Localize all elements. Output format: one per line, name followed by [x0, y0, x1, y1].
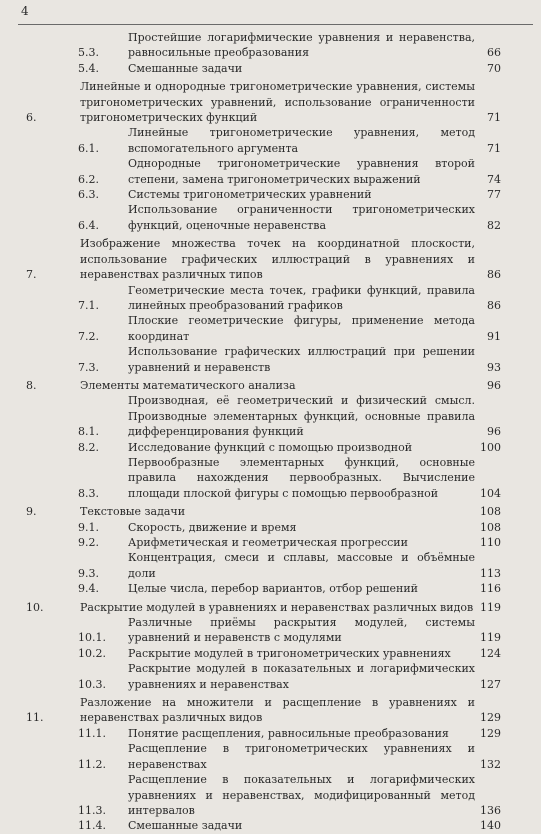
toc-entry-title-text: Целые числа, перебор вариантов, отбор решений [128, 582, 419, 596]
toc-entry [24, 125, 501, 156]
toc-entry [24, 313, 501, 344]
toc-entry-title [128, 202, 475, 233]
toc-entry-title [128, 772, 475, 818]
header-rule [18, 24, 533, 25]
toc-entry-title-text: Геометрические места точек, графики функций, правила линейных преобразований графиков [128, 283, 475, 312]
toc-entry-number: 6.4. [78, 218, 99, 232]
toc-entry-number: 7. [26, 268, 37, 282]
toc-entry-title [128, 125, 475, 156]
toc-entry-number: 8.2. [78, 440, 99, 454]
toc-entry-number: 6.3. [78, 188, 99, 202]
toc-entry-number: 5.3. [78, 46, 99, 60]
toc-entry [24, 772, 501, 818]
toc-entry-title-text: Понятие расщепления, равносильные преобразования [128, 726, 449, 740]
toc-entry-title [128, 393, 475, 439]
toc-entry [24, 236, 501, 282]
toc-entry-page: 77 [487, 188, 501, 202]
toc-entry [24, 695, 501, 726]
toc-entry-number: 10.3. [78, 677, 106, 691]
toc-entry-title [128, 818, 475, 833]
toc-entry-page: 127 [480, 677, 501, 691]
toc-entry-page: 93 [487, 360, 501, 374]
toc-entry-title-text: Смешанные задачи [128, 819, 243, 833]
toc-entry-title-text: Арифметическая и геометрическая прогрессии [128, 536, 408, 549]
toc-entry-page: 71 [487, 111, 501, 125]
toc-entry-number: 8. [26, 378, 37, 392]
toc-entry-page: 129 [480, 726, 501, 740]
toc-entry-number: 6.2. [78, 172, 99, 186]
table-of-contents [24, 30, 501, 834]
toc-entry-title-text: Расщепление в показательных и логарифмических уравнениях и неравенствах, модифицированный метод интервалов [128, 773, 475, 817]
toc-entry [24, 79, 501, 125]
toc-entry-number: 11.3. [78, 803, 106, 817]
toc-entry-title [128, 156, 475, 187]
toc-entry [24, 61, 501, 76]
toc-entry-title [128, 581, 475, 596]
toc-entry [24, 187, 501, 202]
toc-entry [24, 615, 501, 646]
toc-entry-title [128, 61, 475, 76]
toc-entry-page: 86 [487, 298, 501, 312]
toc-entry-title-text: Линейные тригонометрические уравнения, метод вспомогательного аргумента [128, 126, 475, 155]
toc-entry-number: 10.1. [78, 631, 106, 645]
toc-entry-page: 104 [480, 486, 501, 500]
toc-entry-title [128, 550, 475, 581]
toc-entry [24, 202, 501, 233]
toc-entry-title-text: Производная, её геометрический и физический смысл. Производные элементарных функций, основные правила дифференцирования функций [128, 394, 475, 439]
toc-entry-title-text: Концентрация, смеси и сплавы, массовые и объёмные доли [128, 551, 475, 580]
toc-entry-title [80, 378, 475, 393]
toc-entry [24, 440, 501, 455]
toc-entry-title-text: Исследование функций с помощью производной [128, 440, 413, 454]
toc-entry-number: 11. [26, 711, 44, 725]
toc-entry-title [128, 344, 475, 375]
toc-entry-number: 5.4. [78, 61, 99, 75]
toc-entry [24, 393, 501, 439]
toc-entry-title-text: Изображение множества точек на координатной плоскости, использование графических иллюстраций в уравнениях и неравенствах различных типов [80, 237, 475, 282]
toc-entry-title-text: Скорость, движение и время [128, 520, 297, 534]
toc-entry-title [128, 661, 475, 692]
toc-entry-page: 86 [487, 268, 501, 282]
toc-entry-page: 140 [480, 819, 501, 833]
toc-entry-page: 71 [487, 141, 501, 155]
toc-entry-page: 124 [480, 646, 501, 660]
toc-entry-number: 11.2. [78, 757, 106, 771]
toc-entry-page: 136 [480, 803, 501, 817]
toc-entry-number: 10.2. [78, 646, 106, 660]
toc-entry-title-text: Использование ограниченности тригонометрических функций, оценочные неравенства [128, 203, 475, 232]
toc-entry-page: 108 [480, 520, 501, 534]
toc-entry [24, 344, 501, 375]
toc-entry [24, 661, 501, 692]
toc-entry-title-text: Однородные тригонометрические уравнения второй степени, замена тригонометрических выражений [128, 157, 475, 186]
toc-entry-page: 116 [480, 582, 501, 596]
toc-entry-page: 100 [480, 440, 501, 454]
toc-entry-title [80, 504, 475, 519]
toc-entry-title-text: Использование графических иллюстраций при решении уравнений и неравенств [128, 345, 475, 374]
toc-entry [24, 156, 501, 187]
toc-entry-title [128, 313, 475, 344]
toc-entry-number: 8.3. [78, 486, 99, 500]
toc-entry [24, 726, 501, 741]
toc-entry-number: 9.2. [78, 536, 99, 549]
toc-entry-title-text: Смешанные задачи [128, 61, 243, 75]
toc-entry-title [128, 741, 475, 772]
toc-entry-number: 8.1. [78, 425, 99, 439]
toc-entry-title-text: Первообразные элементарных функций, основные правила нахождения первообразных. Вычисление площади плоской фигуры с помощью первообразной [128, 455, 475, 500]
toc-entry-title-text: Текстовые задачи [80, 505, 186, 519]
toc-entry-title-text: Линейные и однородные тригонометрические уравнения, системы тригонометрических уравнений, использование ограниченности тригонометрических функций [80, 80, 475, 125]
toc-entry-page: 113 [480, 566, 501, 580]
toc-entry [24, 455, 501, 501]
toc-entry-title-text: Различные приёмы раскрытия модулей, системы уравнений и неравенств с модулями [128, 616, 475, 645]
toc-entry-number: 10. [26, 600, 44, 614]
toc-entry-title [128, 440, 475, 455]
toc-entry-number: 9.1. [78, 520, 99, 534]
toc-entry-title [128, 726, 475, 741]
toc-entry-page: 74 [487, 172, 501, 186]
toc-entry-title-text: Раскрытие модулей в уравнениях и неравенствах различных видов [80, 600, 474, 614]
toc-entry-page: 119 [480, 631, 501, 645]
toc-entry-number: 7.1. [78, 298, 99, 312]
toc-entry-number: 7.2. [78, 329, 99, 343]
toc-entry [24, 378, 501, 393]
toc-entry-number: 9.3. [78, 566, 99, 580]
toc-entry [24, 30, 501, 61]
toc-entry-title-text: Раскрытие модулей в тригонометрических уравнениях [128, 646, 451, 660]
toc-entry-page: 119 [480, 600, 501, 614]
toc-entry-title-text: Элементы математического анализа [80, 378, 296, 392]
toc-entry-page: 96 [487, 425, 501, 439]
toc-entry-page: 66 [487, 46, 501, 60]
toc-entry-number: 6.1. [78, 141, 99, 155]
toc-entry-page: 110 [480, 536, 501, 549]
toc-entry-title [128, 455, 475, 501]
toc-entry [24, 581, 501, 596]
toc-entry-page: 70 [487, 61, 501, 75]
toc-entry-title-text: Простейшие логарифмические уравнения и неравенства, равносильные преобразования [128, 31, 475, 60]
toc-entry-number: 9.4. [78, 582, 99, 596]
toc-entry-title-text: Разложение на множители и расщепление в уравнениях и неравенствах различных видов [80, 696, 475, 725]
toc-entry-page: 132 [480, 757, 501, 771]
toc-entry [24, 646, 501, 661]
toc-entry [24, 550, 501, 581]
toc-entry-page: 82 [487, 218, 501, 232]
toc-entry-title [128, 646, 475, 661]
toc-entry-page: 91 [487, 329, 501, 343]
page-number: 4 [21, 4, 29, 18]
toc-entry-page: 96 [487, 378, 501, 392]
toc-entry-title [80, 79, 475, 125]
toc-entry-number: 11.1. [78, 726, 106, 740]
toc-entry-title [128, 30, 475, 61]
toc-entry-title-text: Системы тригонометрических уравнений [128, 188, 372, 202]
toc-entry [24, 283, 501, 314]
toc-entry-number: 7.3. [78, 360, 99, 374]
toc-entry-title [128, 520, 475, 535]
toc-entry-title-text: Расщепление в тригонометрических уравнениях и неравенствах [128, 742, 475, 771]
toc-entry [24, 600, 501, 615]
toc-entry-page: 129 [480, 711, 501, 725]
toc-entry-number: 6. [26, 111, 37, 125]
toc-entry [24, 520, 501, 535]
toc-entry-title-text: Раскрытие модулей в показательных и логарифмических уравнениях и неравенствах [128, 662, 475, 691]
toc-entry [24, 535, 501, 550]
toc-entry-title-text: Плоские геометрические фигуры, применение метода координат [128, 314, 475, 343]
toc-entry-title [80, 236, 475, 282]
toc-entry-title [128, 615, 475, 646]
toc-entry [24, 818, 501, 833]
toc-entry-title [128, 283, 475, 314]
toc-entry-title [80, 600, 475, 615]
toc-entry-number: 9. [26, 505, 37, 519]
toc-entry [24, 504, 501, 519]
toc-entry [24, 741, 501, 772]
toc-entry-page: 108 [480, 505, 501, 519]
toc-entry-title [128, 187, 475, 202]
toc-entry-title [128, 535, 475, 550]
toc-entry-title [80, 695, 475, 726]
toc-entry-number: 11.4. [78, 819, 106, 833]
